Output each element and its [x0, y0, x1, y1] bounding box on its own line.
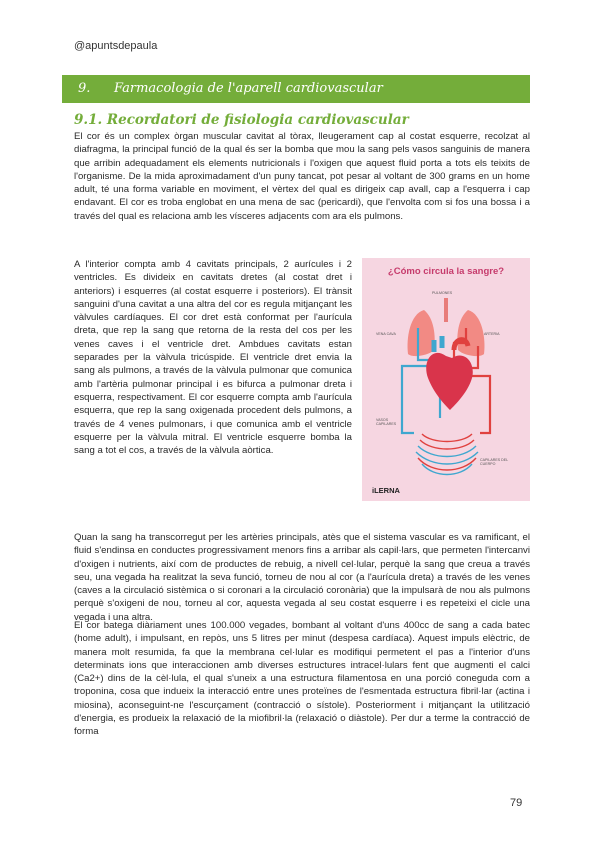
capillaries-icon	[416, 434, 478, 475]
author-handle: @apuntsdepaula	[74, 40, 158, 52]
chapter-number: 9.	[78, 81, 91, 96]
paragraph-circulation: Quan la sang ha transcorregut per les artèries principals, atès que el sistema vascular es va ramificant, el fluid s'endinsa en conductes progressivament menors fins a arribar als capil·lars, que permeten l'intercanvi d'oxigen i nutrients, així com de productes de rebuig, a nivell cel·lular, perquè la sang que creua a través seu, una vegada ha realitzat la seva funció, torneu de nou al cor (a l'aurícula dreta) a través de les venes (caves a la circulació sistèmica o si coronari a la circulació coronària) que la impulsarà de nou als pulmons perquè s'oxigeni de nou, torneu al cor, aquesta vegada al seu costat esquerre i es repeteixi el cicle una vegada i una altra.	[74, 532, 530, 623]
label-lungs: PULMONES	[432, 291, 453, 295]
page-number: 79	[510, 797, 523, 809]
section-heading: 9.1. Recordatori de fisiologia cardiovascular	[74, 112, 409, 128]
chapter-banner	[62, 75, 530, 103]
label-artery: ARTERIA	[484, 332, 500, 336]
paragraph-heartbeat: El cor batega diàriament unes 100.000 vegades, bombant al voltant d'uns 400cc de sang a cada batec (home adult), i impulsant, en repòs, uns 5 litres per minut (despesa cardíaca). Aquest impuls elèctric, de manera molt resumida, fa que la membrana cel·lular es modifiqui permetent el pas a l'interior d'uns determinats ions que interaccionen amb diverses estructures intracel·lulars fent que augmenti el calci (Ca2+) dins de la cèl·lula, el qual s'uneix a una estructura filamentosa en una porció coneguda com a troponina, cosa que indueix la interacció entre unes proteïnes de l'esmentada estructura fibril·lar (actina i miosina), aconseguint-ne l'escurçament (contracció o sístole). Posteriorment i mitjançant la utilització d'energia, es produeix la relaxació de la miofibril·la (relaxació o diàstole). Per dur a terme la contracció de forma	[74, 620, 530, 738]
blood-circulation-infographic	[362, 258, 530, 501]
label-capillaries: VASOS CAPILARES	[376, 418, 397, 427]
label-vena-cava: VENA CAVA	[376, 332, 396, 336]
paragraph-cavities: A l'interior compta amb 4 cavitats principals, 2 aurícules i 2 ventricles. Es divideix en cavitats dretes (al costat dret i anteriors) i esquerres (al costat esquerre i posteriors). El trànsit sanguini d'una cavitat a una altra del cor es regula mitjançant les vàlvules cardíaques. El cor dret està conformat per l'aurícula dreta, que rep la sang que retorna de la resta del cos per les venes caves i el ventricle dret. Ambdues cavitats estan separades per la vàlvula tricúspide. El ventricle dret envia la sang als pulmons, a través de la vàlvula pulmonar que comunica amb l'artèria pulmonar principal i es bifurca a pulmonar dreta i esquerra, respectivament. El cor esquerre compta amb l'aurícula esquerra, que rep la sang oxigenada procedent dels pulmons, a través de 4 venes pulmonars, i que comunica amb el ventricle esquerre per la vàlvula mitral. El ventricle esquerre bomba la sang a tot el cos, a través de la vàlvula aòrtica.	[74, 259, 352, 457]
chapter-title: Farmacologia de l'aparell cardiovascular	[114, 81, 383, 96]
infographic-title: ¿Cómo circula la sangre?	[387, 266, 505, 277]
paragraph-intro: El cor és un complex òrgan muscular cavitat al tòrax, lleugerament cap al costat esquerre, recolzat al diafragma, la principal funció de la qual és ser la bomba que mou la sang pels vasos sanguinis de manera que arribin adequadament els elements nutricionals i l'oxigen que aquest fluid porta a tots els teixits de l'organisme. De la mida aproximadament d'un puny tancat, pot pesar al voltant de 300 grams en un home adult, té una forma variable en moviment, el vèrtex del qual es dirigeix cap avall, cap a l'esquerra i cap endavant. El cor es troba englobat en una mena de sac (pericardi), que l'envolta com si fos una bossa i a través del qual es relaciona amb les vísceres adjacents com ara els pulmons.	[74, 131, 530, 222]
brand-logo: iLERNA	[372, 486, 400, 495]
label-body-capillaries: CAPILARES DEL CUERPO	[480, 458, 509, 467]
